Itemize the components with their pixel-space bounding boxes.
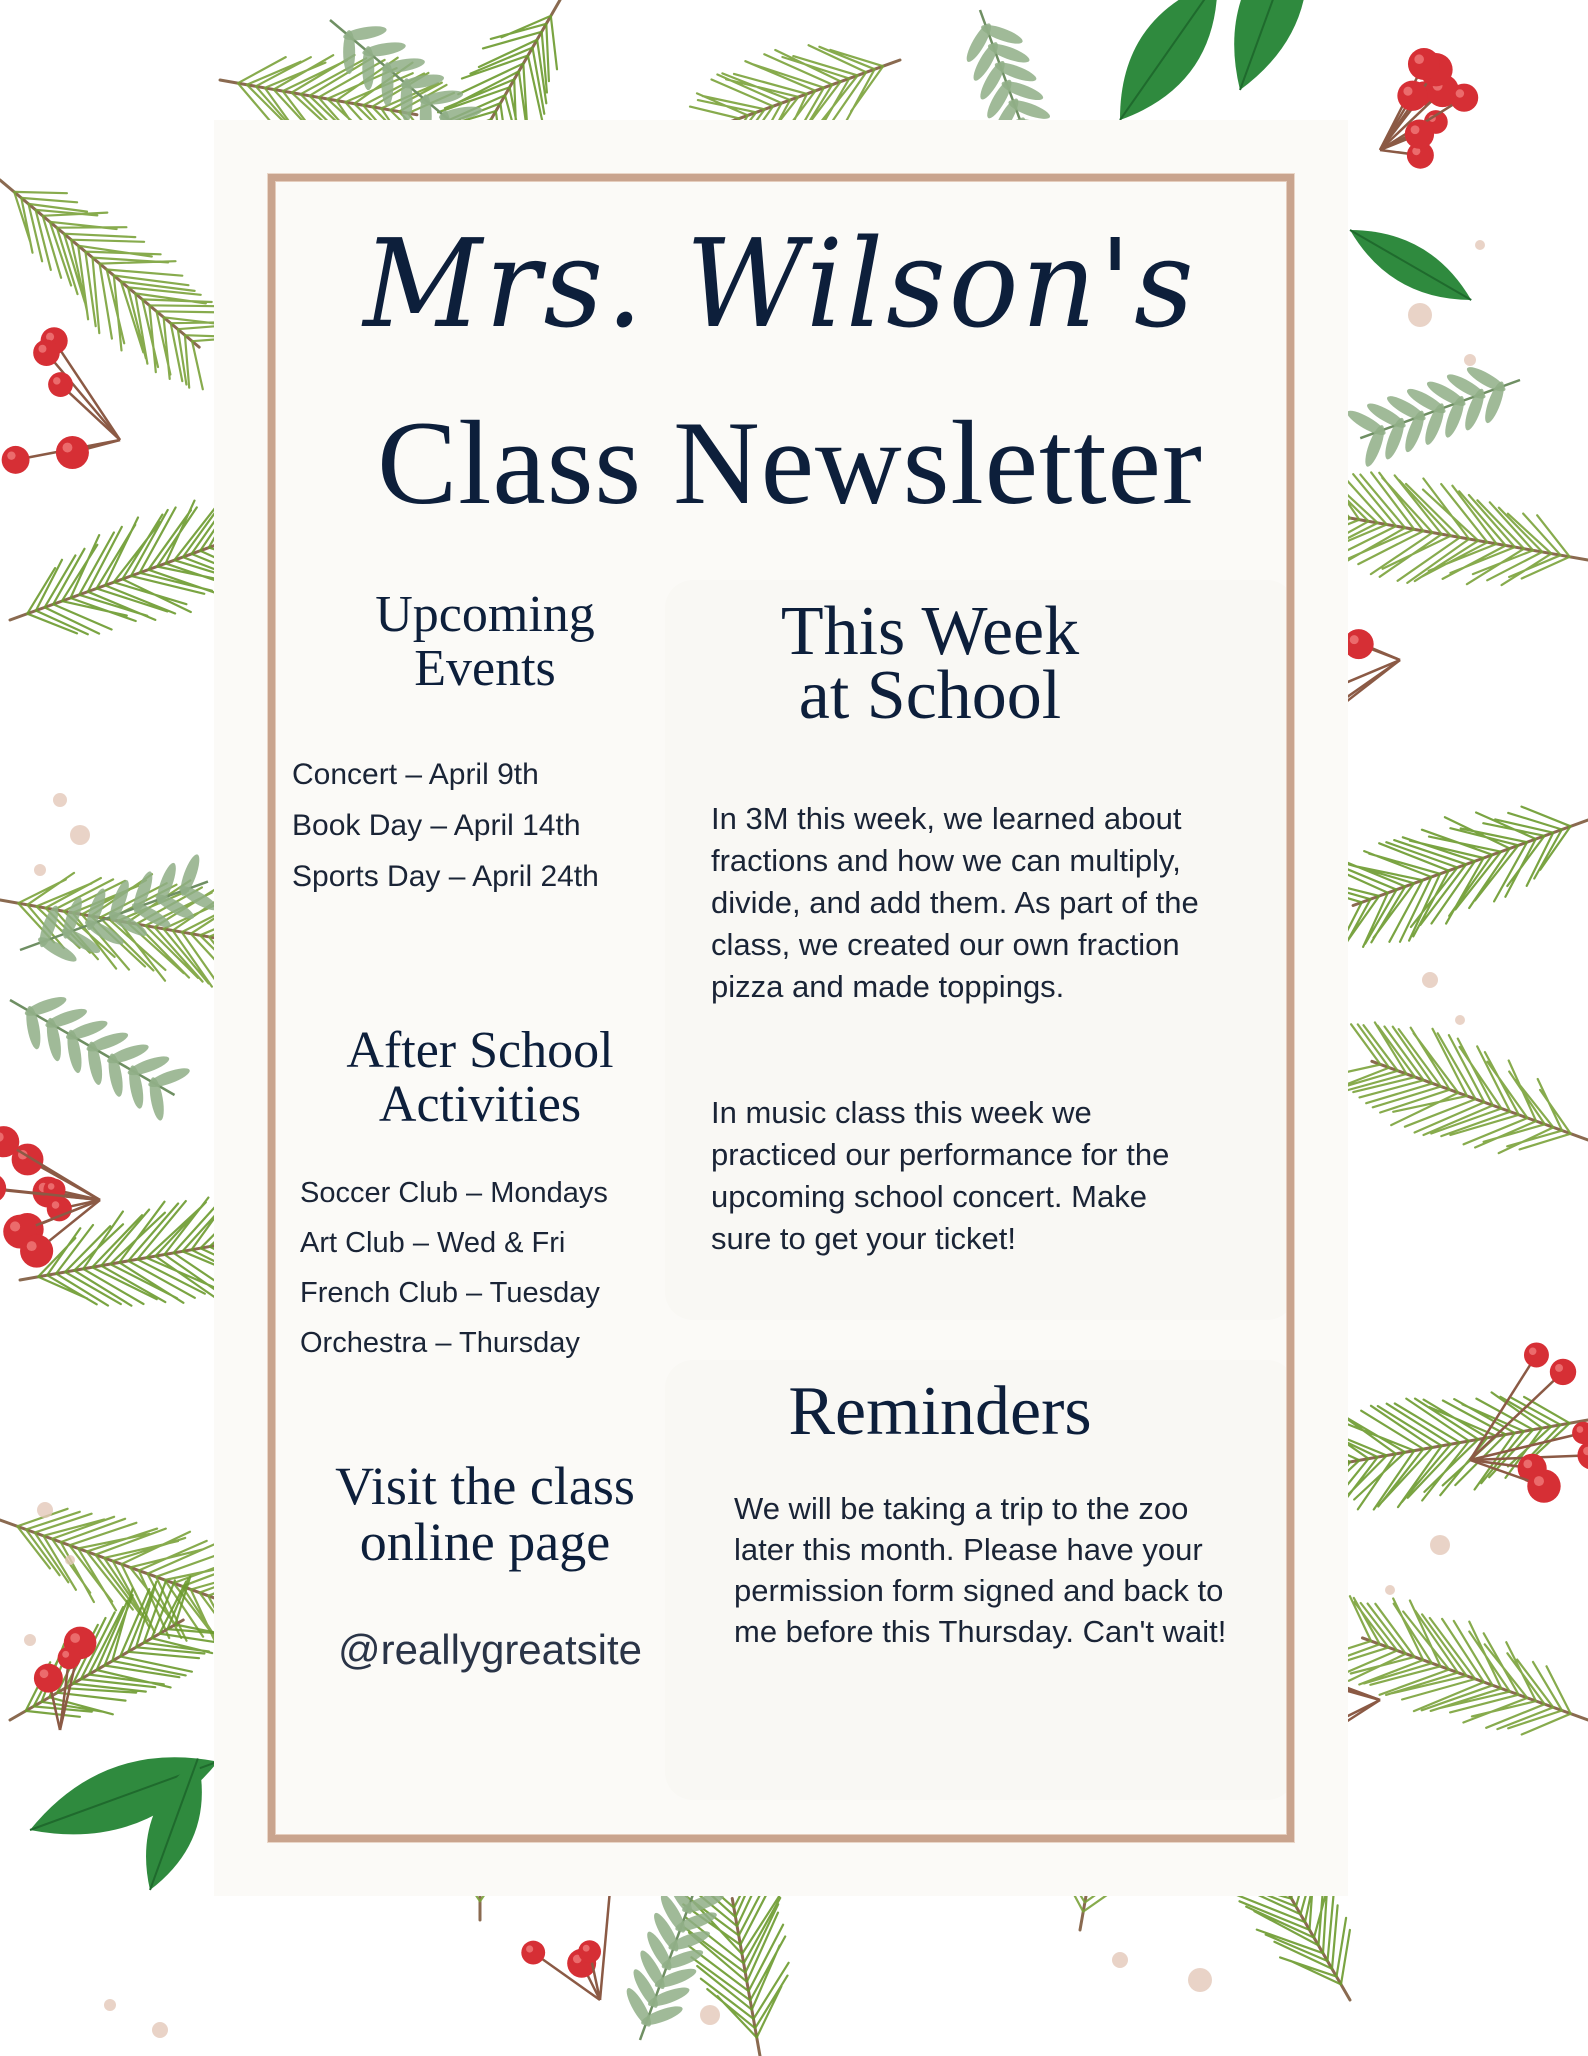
activity-item: Art Club – Wed & Fri [300,1227,566,1259]
event-item: Book Day – April 14th [292,809,581,842]
berry-highlight [526,1945,533,1952]
event-item: Concert – April 9th [292,758,539,791]
activity-item: French Club – Tuesday [300,1277,600,1309]
after-school-heading [280,1024,680,1132]
red-berry [56,436,89,469]
pine-branch-stem [1372,1061,1588,1140]
sprig-leaf [381,62,393,106]
berry-highlight [1523,1460,1532,1469]
holly-leaf [1212,0,1330,100]
online-page-heading [290,1458,680,1570]
snow-dot [1188,1968,1212,1992]
berry-highlight [10,1221,20,1231]
activity-item: Orchestra – Thursday [300,1327,580,1359]
holly-leaf-vein [1350,230,1471,300]
this-week-paragraph-1: In 3M this week, we learned about fractions and how we can multiply, divide, and add them. As part of the class, we created our own fraction pizza and made toppings. [711,801,1199,1004]
online-page-heading-line2: online page [359,1512,611,1572]
snow-dot [37,1502,53,1518]
snow-dot [1430,1535,1450,1555]
snow-dot [70,825,90,845]
reminders-paragraph: We will be taking a trip to the zoo later this month. Please have your permission form signed and back to me before this Thursday. Can't wait! [734,1491,1227,1649]
snow-dot [1475,240,1485,250]
red-berry [43,1179,65,1201]
snow-dot [65,1555,75,1565]
red-berry [1550,1359,1576,1385]
berry-highlight [1529,1347,1536,1354]
berry-highlight [1403,87,1412,96]
online-handle[interactable]: @reallygreatsite [337,1626,643,1673]
snow-dot [1385,1585,1395,1595]
after-school-heading-line1: After School [346,1022,614,1079]
red-berry [578,1940,601,1963]
berry-stem [600,1879,611,2000]
red-berry [58,1646,81,1669]
event-item: Sports Day – April 24th [292,860,599,893]
sprig-leaf [401,78,413,122]
snow-dot [152,2022,168,2038]
berry-highlight [62,443,72,453]
berry-highlight [38,345,46,353]
newsletter-title-main: Class Newsletter [377,396,1203,529]
snow-dot [104,1999,116,2011]
reminders-heading: Reminders [788,1373,1092,1450]
berry-highlight [70,1633,80,1643]
red-berry [47,1196,72,1221]
this-week-heading-line2: at School [798,657,1062,734]
berry-highlight [52,1201,60,1209]
berry-highlight [7,451,15,459]
snow-dot [1422,972,1438,988]
red-berry [1408,48,1440,80]
berry-highlight [1414,54,1424,64]
snow-dot [1455,1015,1465,1025]
activity-item: Soccer Club – Mondays [300,1177,608,1209]
berry-highlight [48,1183,55,1190]
red-berry [48,372,73,397]
red-berry [1397,81,1427,111]
berry-highlight [1534,1476,1544,1486]
holly-leaf [1095,0,1242,137]
this-week-paragraph-2: In music class this week we practiced our performance for the upcoming school concert. Make sure to get your ticket! [711,1095,1170,1256]
berry-highlight [1577,1426,1584,1433]
sprig-leaf [343,30,355,74]
red-berry [20,1234,53,1267]
red-berry [1577,1441,1588,1469]
red-berry [1344,629,1374,659]
after-school-heading-line2: Activities [378,1076,582,1133]
berry-highlight [53,377,60,384]
red-berry [1405,119,1434,148]
berry-highlight [1555,1364,1563,1372]
snow-dot [24,1634,36,1646]
snow-dot [1408,303,1432,327]
red-berry [33,339,60,366]
newsletter-title-script: Mrs. Wilson's [363,213,1197,356]
sprig-leaf [362,46,374,90]
red-berry [2,446,30,474]
snow-dot [1112,1952,1128,1968]
red-berry [34,1664,63,1693]
red-berry [521,1941,545,1965]
berry-highlight [27,1241,37,1251]
red-berry [0,1173,6,1203]
upcoming-events-heading-line2: Events [414,640,556,697]
upcoming-events-heading [290,588,680,696]
berry-highlight [40,1669,49,1678]
berry-highlight [583,1945,590,1952]
this-week-heading [680,593,1180,734]
pine-needles [1332,1022,1571,1153]
upcoming-events-heading-line1: Upcoming [375,586,595,643]
snow-dot [1464,354,1476,366]
snow-dot [53,793,67,807]
snow-dot [700,2005,720,2025]
red-berry [1572,1422,1588,1444]
pine-needles [1314,807,1570,947]
berry-highlight [1411,125,1420,134]
online-page-heading-line1: Visit the class [335,1456,635,1516]
red-berry [1450,84,1478,112]
snow-dot [34,864,46,876]
this-week-heading-line1: This Week [780,593,1080,670]
red-berry [1527,1469,1560,1502]
red-berry [1524,1342,1549,1367]
upcoming-events-list [292,752,599,905]
berry-highlight [1350,635,1359,644]
berry-highlight [1456,89,1464,97]
after-school-list [300,1170,608,1370]
berry-highlight [62,1651,69,1658]
